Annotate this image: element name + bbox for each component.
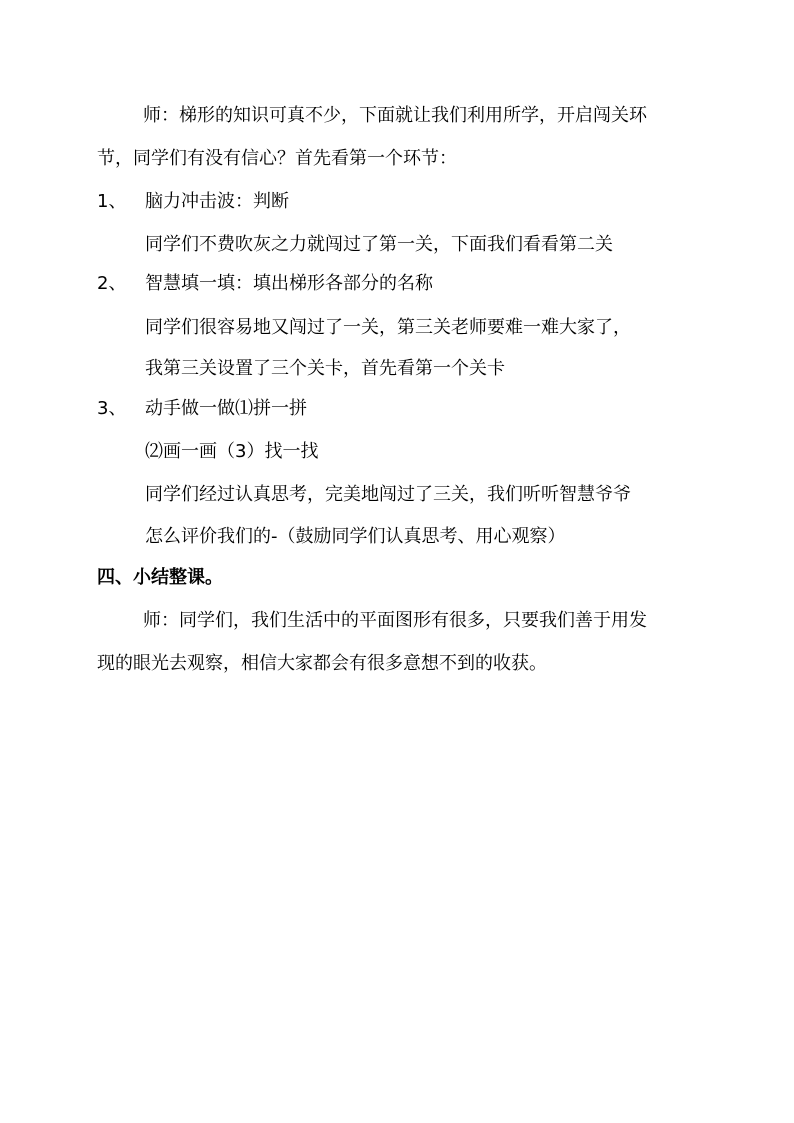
section-4-heading: 四、小结整课。 bbox=[97, 567, 223, 588]
item-2-title: 智慧填一填：填出梯形各部分的名称 bbox=[145, 273, 433, 294]
item-2-number: 2、 bbox=[97, 273, 127, 294]
item-3-note-3: 怎么评价我们的-（鼓励同学们认真思考、用心观察） bbox=[145, 526, 566, 547]
section-4-line-1: 师：同学们，我们生活中的平面图形有很多，只要我们善于用发 bbox=[143, 610, 647, 631]
item-3-note-2: 同学们经过认真思考，完美地闯过了三关，我们听听智慧爷爷 bbox=[145, 484, 631, 505]
intro-line-1: 师：梯形的知识可真不少，下面就让我们利用所学，开启闯关环 bbox=[143, 105, 647, 126]
item-1-title: 脑力冲击波：判断 bbox=[145, 191, 289, 212]
item-2-note-2: 我第三关设置了三个关卡，首先看第一个关卡 bbox=[145, 358, 505, 379]
intro-line-2: 节，同学们有没有信心？首先看第一个环节： bbox=[97, 148, 457, 169]
item-3-title: 动手做一做⑴拼一拼 bbox=[145, 398, 307, 419]
item-2-note-1: 同学们很容易地又闯过了一关，第三关老师要难一难大家了， bbox=[145, 317, 631, 338]
item-1-number: 1、 bbox=[97, 191, 127, 212]
item-3-note-1: ⑵画一画（3）找一找 bbox=[145, 441, 319, 462]
section-4-line-2: 现的眼光去观察，相信大家都会有很多意想不到的收获。 bbox=[97, 653, 547, 674]
item-3-number: 3、 bbox=[97, 398, 127, 419]
item-1-note-1: 同学们不费吹灰之力就闯过了第一关，下面我们看看第二关 bbox=[145, 234, 613, 255]
